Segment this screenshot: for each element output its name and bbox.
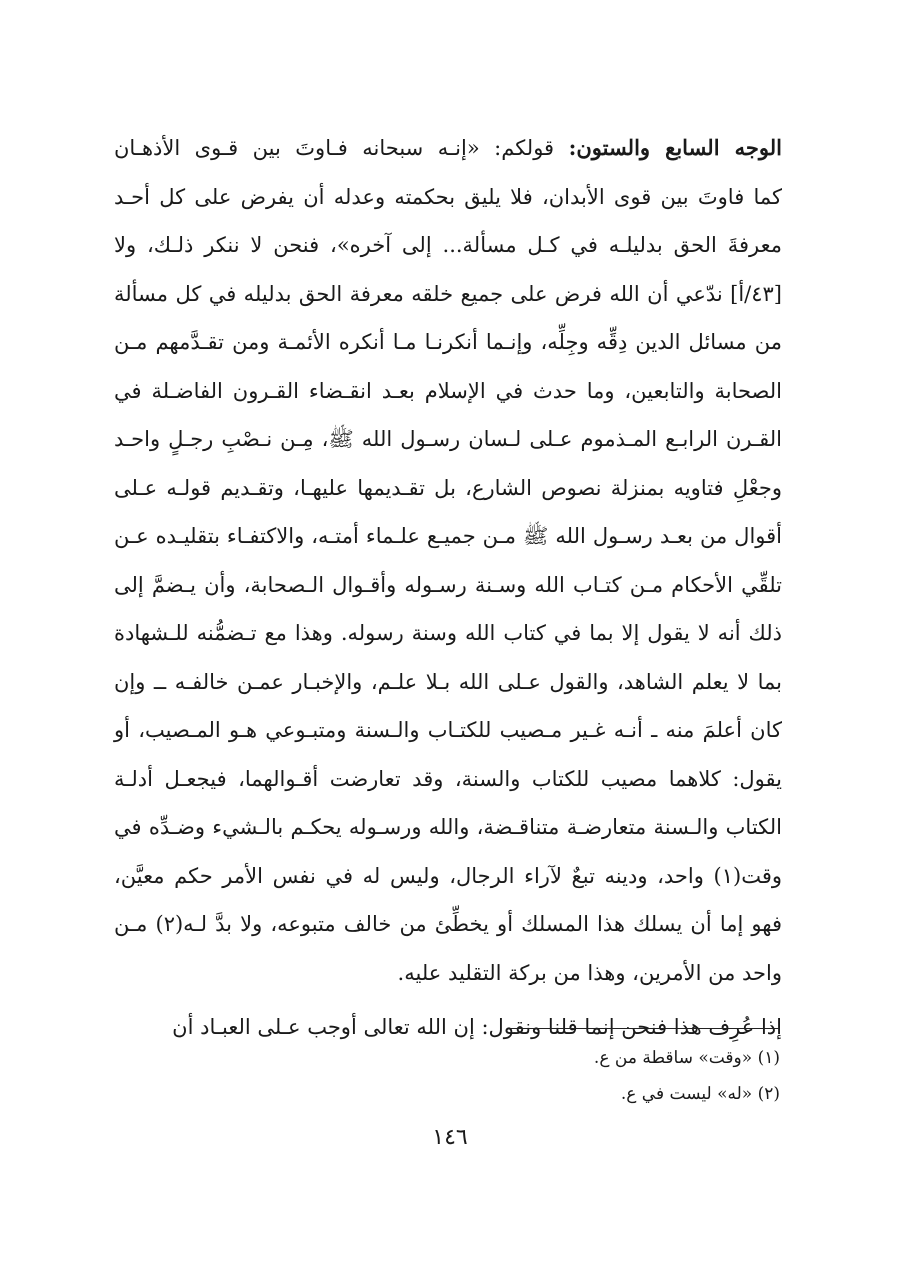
text-line-15: الكتاب والـسنة متعارضـة متناقـضة، والله ورسـوله يحكـم بالـشيء وضـدِّه في	[114, 815, 782, 839]
main-text	[114, 124, 782, 1052]
text-line-13: كان أعلمَ منه ـ أنـه غـير مـصيب للكتـاب والـسنة ومتبـوعي هـو المـصيب، أو	[114, 718, 782, 742]
text-line-3: معرفةَ الحق بدليلـه في كـل مسألة... إلى آخره»، فنحن لا ننكر ذلـك، ولا	[114, 233, 782, 257]
footnote-separator	[510, 1028, 780, 1029]
footnote-2: (٢) «له» ليست في ع.	[620, 1084, 780, 1104]
text-line-5: من مسائل الدين دِقِّه وجِلِّه، وإنـما أنكرنـا مـا أنكره الأئمـة ومن تقـدَّمهم مـن	[114, 330, 782, 354]
text-line-4: [٤٣/أ] ندّعي أن الله فرض على جميع خلقه معرفة الحق بدليله في كل مسألة	[114, 281, 782, 306]
text-line-1	[114, 124, 782, 173]
text-line-8: وجعْلِ فتاويه بمنزلة نصوص الشارع، بل تقـديمها عليهـا، وتقـديم قولـه عـلى	[114, 475, 782, 500]
text-line-18: واحد من الأمرين، وهذا من بركة التقليد عليه.	[397, 960, 782, 985]
footnote-1: (١) «وقت» ساقطة من ع.	[593, 1048, 780, 1068]
page-number: ١٤٦	[432, 1125, 468, 1150]
text-line-9: أقوال من بعـد رسـول الله ﷺ مـن جميـع علـماء أمتـه، والاكتفـاء بتقليـده عـن	[114, 524, 782, 548]
line-1-text: قولكم: «إنـه سبحانه فـاوتَ بين قـوى الأذهـان	[114, 136, 555, 160]
text-line-12: بما لا يعلم الشاهد، والقول عـلى الله بـلا علـم، والإخبـار عمـن خالفـه ــ وإن	[114, 669, 782, 694]
text-line-16: وقت(١) واحد، ودينه تبعٌ لآراء الرجال، وليس له في نفس الأمر حكم معيَّن،	[114, 863, 782, 888]
text-line-7: القـرن الرابـع المـذموم عـلى لـسان رسـول الله ﷺ، مِـن نـصْبِ رجـلٍ واحـد	[114, 427, 782, 451]
footnotes	[280, 1040, 780, 1112]
text-line-10: تلقِّي الأحكام مـن كتـاب الله وسـنة رسـوله وأقـوال الـصحابة، وأن يـضمَّ إلى	[114, 572, 782, 597]
paragraph-2-line: إذا عُرِف هذا فنحن إنما قلنا ونقول: إن الله تعالى أوجب عـلى العبـاد أن	[172, 1015, 782, 1039]
text-line-6: الصحابة والتابعين، وما حدث في الإسلام بعـد انقـضاء القـرون الفاضـلة في	[114, 378, 782, 403]
text-line-14: يقول: كلاهما مصيب للكتاب والسنة، وقد تعارضت أقـوالهما، فيجعـل أدلـة	[114, 766, 782, 791]
text-line-11: ذلك أنه لا يقول إلا بما في كتاب الله وسنة رسوله. وهذا مع تـضمُّنه للـشهادة	[114, 621, 782, 645]
section-heading: الوجه السابع والستون:	[568, 135, 782, 160]
text-line-2: كما فاوتَ بين قوى الأبدان، فلا يليق بحكمته وعدله أن يفرض على كل أحـد	[114, 184, 782, 209]
text-line-17: فهو إما أن يسلك هذا المسلك أو يخطِّئ من خالف متبوعه، ولا بدَّ لـه(٢) مـن	[114, 912, 782, 936]
